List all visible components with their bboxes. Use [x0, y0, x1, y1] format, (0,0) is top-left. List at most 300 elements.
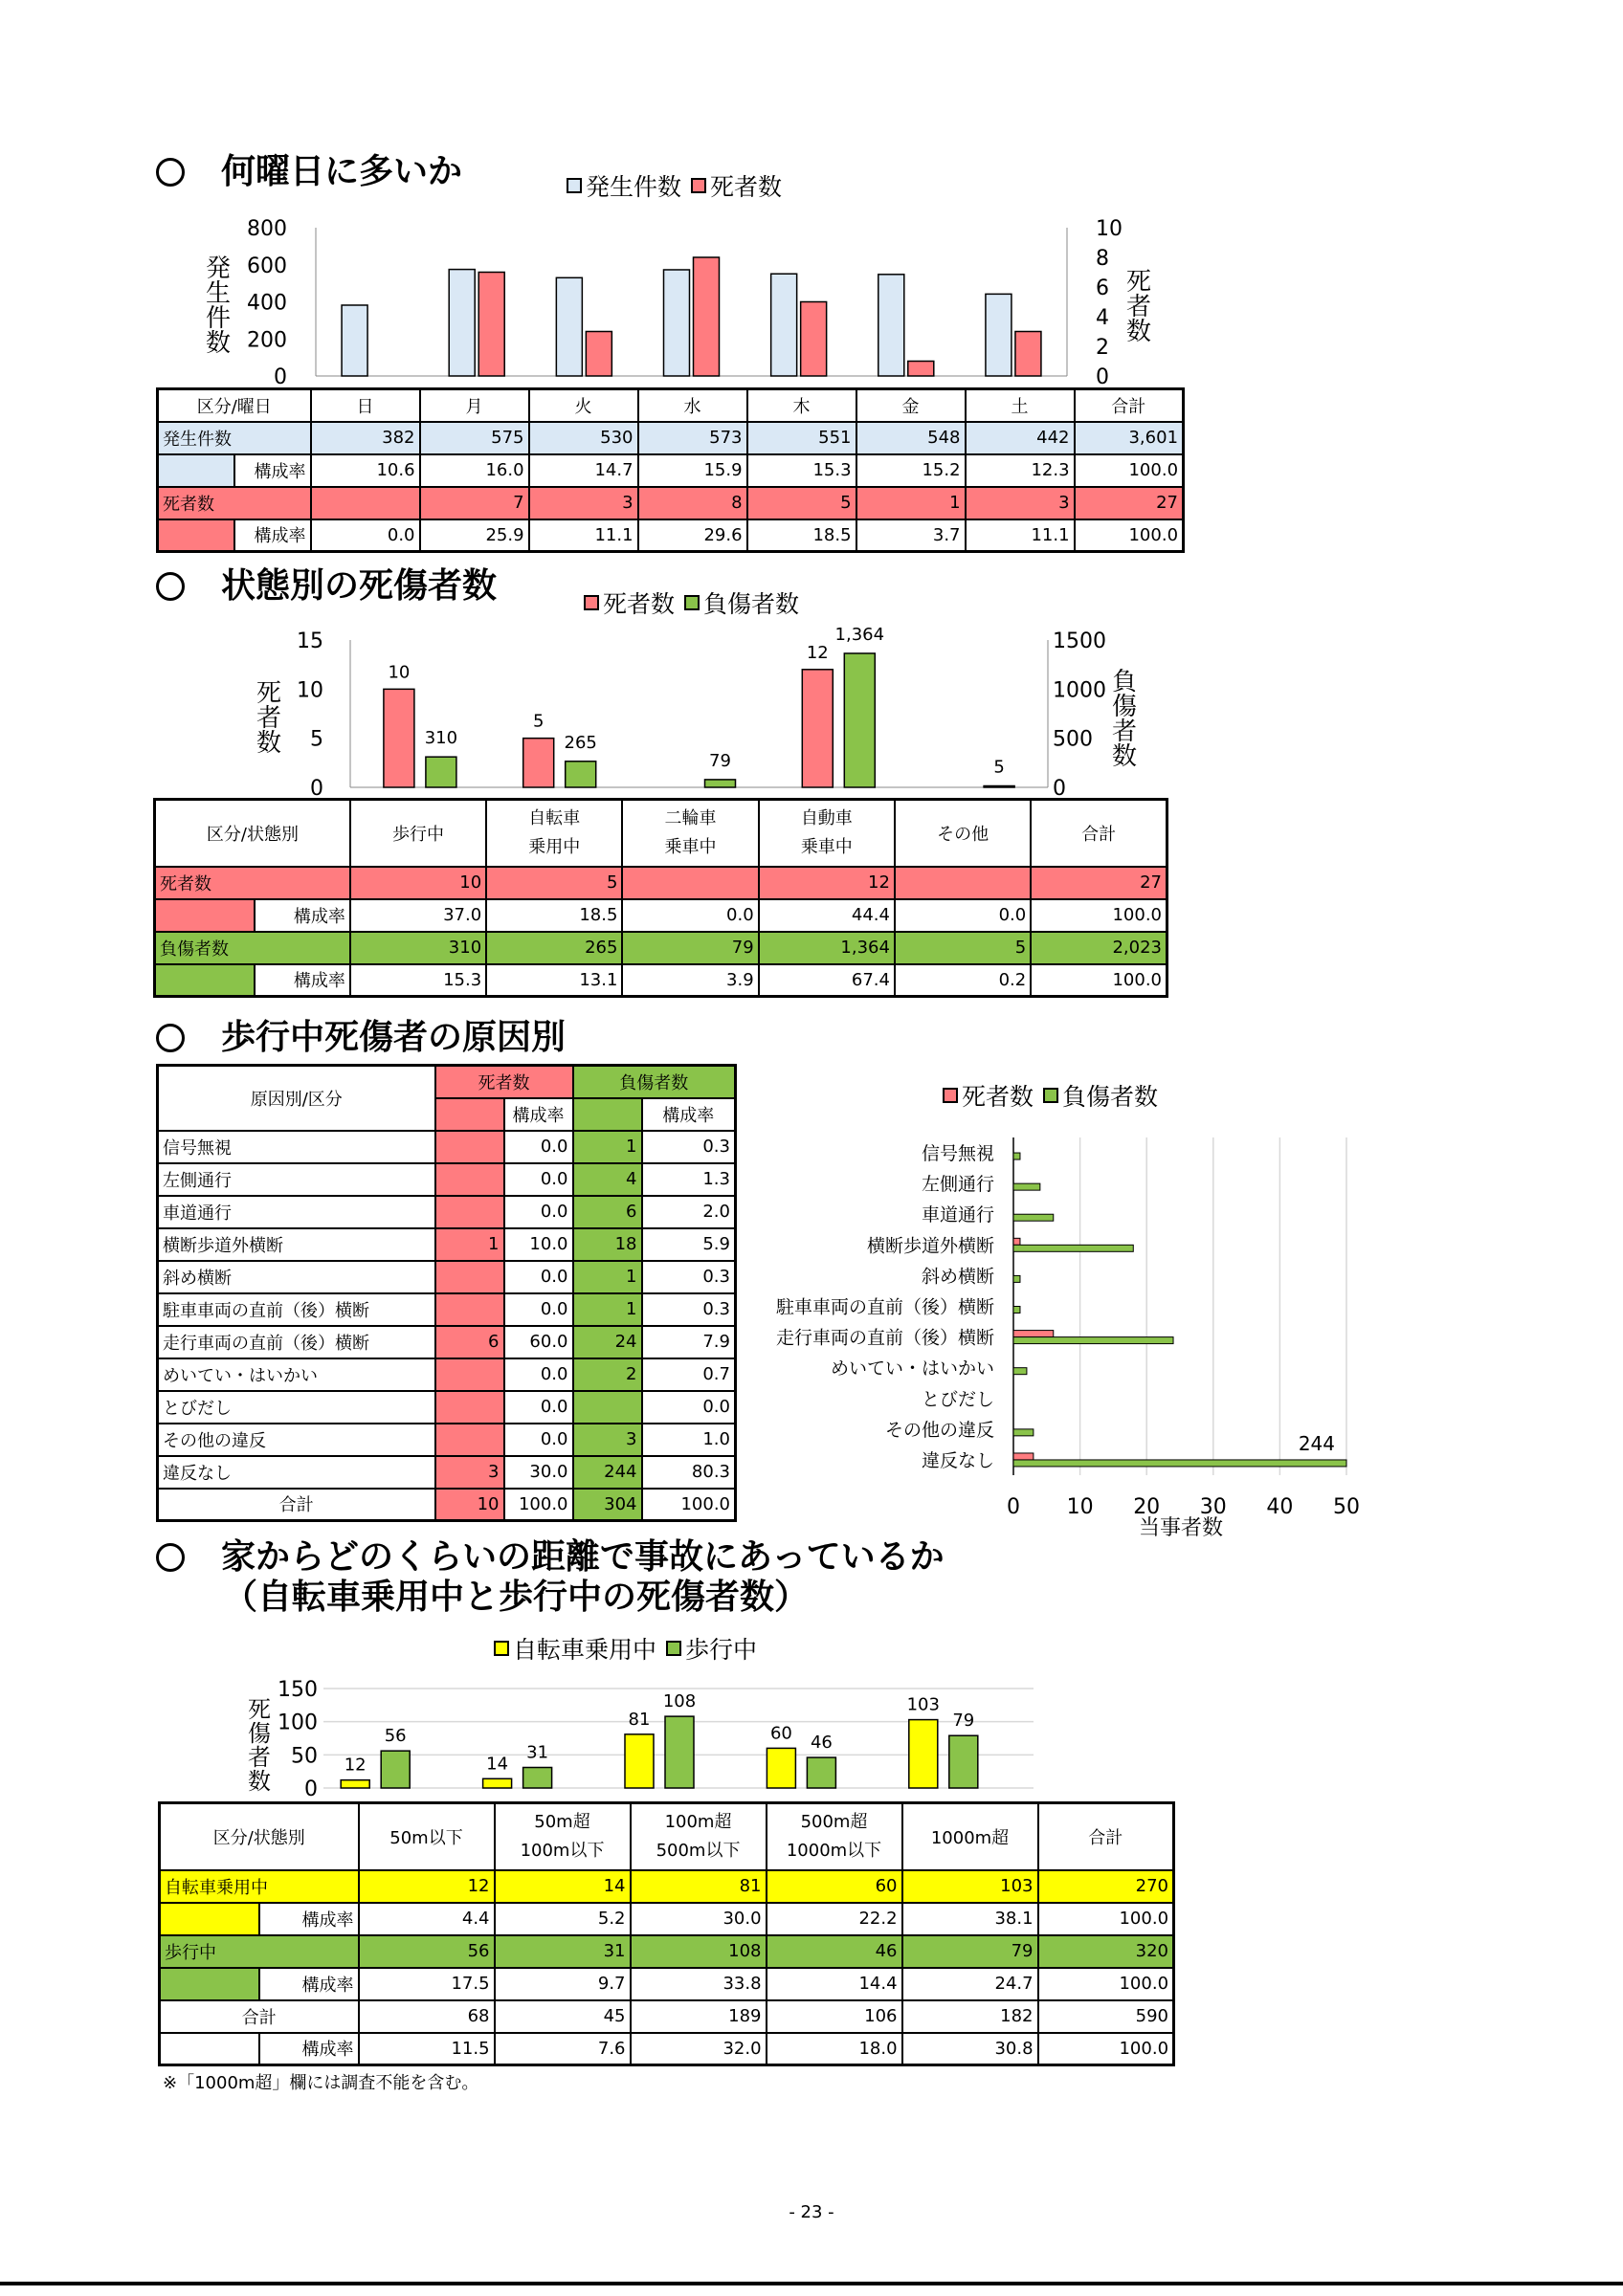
table-cell: 3,601 [1075, 422, 1184, 454]
table-header: 歩行中 [350, 800, 486, 867]
y2-tick-label: 4 [1096, 306, 1109, 330]
table-cell [311, 487, 420, 519]
table-cell: 5 [747, 487, 856, 519]
table-cell: 81 [631, 1870, 767, 1903]
table-cell: 189 [631, 2000, 767, 2033]
table-cell: 244 [573, 1456, 642, 1489]
table-cell: 0.0 [504, 1391, 573, 1424]
table-cell: 4.4 [359, 1903, 495, 1935]
category-label: 斜め横断 [921, 1266, 994, 1288]
y-tick-label: 0 [304, 1777, 318, 1801]
y2-tick-label: 1500 [1053, 629, 1106, 653]
circle-bullet-icon [156, 158, 185, 187]
bar-injuries [1013, 1429, 1034, 1436]
table-cell: 0.3 [642, 1261, 736, 1293]
circle-bullet-icon [156, 1543, 185, 1572]
bar-injuries [566, 762, 596, 787]
table-cell: 79 [902, 1935, 1038, 1968]
row-label: 構成率 [255, 964, 350, 997]
data-label: 5 [532, 711, 545, 732]
table-cell: 100.0 [1031, 964, 1167, 997]
bar-bicycle [483, 1778, 512, 1788]
table-cell: 12.3 [966, 454, 1075, 487]
table-cell: 0.0 [504, 1424, 573, 1456]
table-row [158, 1326, 736, 1358]
row-label: 自転車乗用中 [160, 1870, 359, 1903]
table-cell: 67.4 [759, 964, 895, 997]
category-label: めいてい・はいかい [830, 1358, 994, 1380]
table-cell: 3.9 [622, 964, 758, 997]
table-cell: 3 [573, 1424, 642, 1456]
table-cell: 575 [420, 422, 529, 454]
bar-injuries [984, 786, 1014, 788]
table-cell: 0.7 [642, 1358, 736, 1391]
chart-causes [727, 1129, 1378, 1559]
table-cell: 7.6 [495, 2033, 631, 2065]
legend-swatch-green-icon [666, 1641, 681, 1656]
bar-incidents [878, 275, 904, 376]
table-header: 合計 [1038, 1803, 1174, 1870]
table-header: 水 [638, 389, 747, 422]
table-cell: 14.4 [767, 1968, 902, 2000]
table-corner: 原因別/区分 [158, 1066, 435, 1131]
legend-swatch-pink-icon [584, 595, 599, 610]
bar-injuries [844, 653, 875, 787]
table-cell: 0.3 [642, 1293, 736, 1326]
table-cell: 60.0 [504, 1326, 573, 1358]
chart3-legend [943, 1078, 1158, 1113]
bar-pedestrian [381, 1751, 410, 1788]
y-tick-label: 200 [247, 328, 287, 353]
table-cell: 18.5 [747, 519, 856, 552]
row-label: 構成率 [259, 1968, 359, 2000]
bar-deaths [801, 302, 827, 377]
y2-tick-label: 1000 [1053, 678, 1106, 703]
legend-label: 死者数 [710, 173, 783, 201]
y2-tick-label: 500 [1053, 727, 1093, 752]
table-header: 火 [529, 389, 638, 422]
table-row [158, 1391, 736, 1424]
table-distance [158, 1801, 1175, 2066]
row-label: 歩行中 [160, 1935, 359, 1968]
table-cell [573, 1391, 642, 1424]
table-header: 自動車 乗車中 [759, 800, 895, 867]
table-cell: 551 [747, 422, 856, 454]
table-cell: 320 [1038, 1935, 1174, 1968]
table-cell: 56 [359, 1935, 495, 1968]
bar-incidents [342, 305, 367, 376]
row-label: とびだし [158, 1391, 435, 1424]
table-cell: 304 [573, 1489, 642, 1521]
table-cell: 5.2 [495, 1903, 631, 1935]
chart2-ylabel-left: 死者数 [256, 679, 281, 758]
table-cell: 24 [573, 1326, 642, 1358]
table-cell: 3 [966, 487, 1075, 519]
table-cell: 38.1 [902, 1903, 1038, 1935]
x-tick-label: 40 [1266, 1495, 1294, 1519]
bar-bicycle [767, 1748, 795, 1788]
bar-bicycle [625, 1734, 654, 1788]
bar-injuries [1013, 1307, 1020, 1314]
y-tick-label: 15 [297, 629, 323, 653]
category-label: 信号無視 [921, 1143, 994, 1165]
table-cell: 590 [1038, 2000, 1174, 2033]
y-tick-label: 400 [247, 291, 287, 316]
table-header: 構成率 [504, 1098, 573, 1131]
row-label: 構成率 [234, 454, 311, 487]
table-cell: 4 [573, 1163, 642, 1196]
bar-deaths [802, 670, 833, 787]
table-cell: 46 [767, 1935, 902, 1968]
section-title-distance: 家からどのくらいの距離で事故にあっているか [156, 1538, 945, 1577]
bar-deaths [908, 362, 934, 377]
table-cell: 442 [966, 422, 1075, 454]
data-label: 310 [424, 728, 458, 749]
row-label: 駐車車両の直前（後）横断 [158, 1293, 435, 1326]
table-cell: 16.0 [420, 454, 529, 487]
data-label: 79 [709, 750, 731, 771]
y-tick-label: 0 [310, 777, 323, 801]
table-cell: 0.0 [642, 1391, 736, 1424]
table-cell: 106 [767, 2000, 902, 2033]
legend-label: 負傷者数 [703, 590, 800, 618]
table-cell: 8 [638, 487, 747, 519]
table-cell: 7.9 [642, 1326, 736, 1358]
table-cell: 22.2 [767, 1903, 902, 1935]
chart-weekday [191, 215, 1148, 387]
table-cell: 1 [573, 1131, 642, 1163]
legend-swatch-pink-icon [943, 1088, 958, 1103]
y-tick-label: 600 [247, 254, 287, 278]
row-label: 横断歩道外横断 [158, 1228, 435, 1261]
row-label: 死者数 [155, 867, 350, 899]
bar-pedestrian [807, 1757, 835, 1788]
data-label: 12 [344, 1755, 367, 1776]
table-cell: 11.1 [529, 519, 638, 552]
bar-deaths [478, 273, 504, 377]
table-row [158, 1163, 736, 1196]
table-cell: 1 [573, 1261, 642, 1293]
table-cell: 11.5 [359, 2033, 495, 2065]
y-tick-label: 50 [291, 1744, 318, 1769]
table-header: その他 [895, 800, 1031, 867]
table-cell: 100.0 [1038, 1903, 1174, 1935]
bar-injuries [426, 757, 456, 787]
table-header: 金 [856, 389, 966, 422]
data-label: 46 [810, 1733, 833, 1754]
bar-bicycle [341, 1780, 369, 1788]
data-label: 10 [388, 662, 411, 683]
table-cell: 29.6 [638, 519, 747, 552]
row-label: めいてい・はいかい [158, 1358, 435, 1391]
table-cell: 100.0 [1075, 454, 1184, 487]
table-header: 月 [420, 389, 529, 422]
table-row [158, 1293, 736, 1326]
data-label: 12 [806, 642, 829, 663]
circle-bullet-icon [156, 572, 185, 601]
table-cell: 12 [759, 867, 895, 899]
row-label: 違反なし [158, 1456, 435, 1489]
bar-deaths [586, 332, 611, 377]
row-label: 走行車両の直前（後）横断 [158, 1326, 435, 1358]
table-cell: 68 [359, 2000, 495, 2033]
table-cell: 14 [495, 1870, 631, 1903]
row-label: 構成率 [234, 519, 311, 552]
row-label: 死者数 [158, 487, 311, 519]
table-cell: 530 [529, 422, 638, 454]
bar-injuries [1013, 1337, 1173, 1344]
table-header: 負傷者数 [573, 1066, 736, 1098]
row-label: 合計 [158, 1489, 435, 1521]
table-row [158, 1228, 736, 1261]
table-row [158, 1131, 736, 1163]
row-label: 合計 [160, 2000, 359, 2033]
y2-tick-label: 0 [1053, 777, 1066, 801]
table-row [158, 1456, 736, 1489]
table-row [158, 1424, 736, 1456]
y2-tick-label: 0 [1096, 365, 1109, 389]
chart-distance [191, 1669, 1053, 1808]
table-cell: 10 [435, 1489, 504, 1521]
table-cell: 15.2 [856, 454, 966, 487]
table-cell: 1.3 [642, 1163, 736, 1196]
bar-deaths [1013, 1453, 1034, 1460]
table-corner: 区分/曜日 [158, 389, 311, 422]
data-label: 103 [906, 1694, 940, 1715]
row-label: 斜め横断 [158, 1261, 435, 1293]
table-cell: 100.0 [1038, 2033, 1174, 2065]
table-cell [435, 1163, 504, 1196]
footnote: ※「1000m超」欄には調査不能を含む。 [163, 2073, 479, 2093]
table-cell: 0.3 [642, 1131, 736, 1163]
table-cell: 100.0 [642, 1489, 736, 1521]
chart4-legend [494, 1631, 757, 1666]
legend-label: 発生件数 [586, 173, 682, 201]
table-cell: 310 [350, 932, 486, 964]
table-cell: 7 [420, 487, 529, 519]
table-cell: 9.7 [495, 1968, 631, 2000]
table-cell: 14.7 [529, 454, 638, 487]
table-cell: 30.0 [504, 1456, 573, 1489]
y2-tick-label: 2 [1096, 336, 1109, 360]
table-cell: 18.0 [767, 2033, 902, 2065]
bar-injuries [1013, 1245, 1133, 1251]
table-row [158, 1196, 736, 1228]
table-cell: 265 [486, 932, 622, 964]
y2-tick-label: 8 [1096, 247, 1109, 271]
x-tick-label: 50 [1333, 1495, 1360, 1519]
y-tick-label: 800 [247, 217, 287, 241]
chart1-legend [567, 168, 782, 203]
data-label: 265 [564, 732, 597, 753]
bar-deaths [384, 689, 414, 787]
x-tick-label: 0 [1007, 1495, 1020, 1519]
chart4-ylabel: 死傷者数 [248, 1696, 271, 1795]
bar-pedestrian [949, 1735, 978, 1788]
bar-incidents [556, 277, 582, 376]
row-label: 左側通行 [158, 1163, 435, 1196]
category-label: とびだし [921, 1388, 994, 1410]
bar-injuries [1013, 1460, 1346, 1467]
table-cell [435, 1261, 504, 1293]
table-header: 自転車 乗用中 [486, 800, 622, 867]
chart1-ylabel-right: 死者数 [1125, 268, 1151, 346]
bar-bicycle [909, 1720, 938, 1788]
table-header: 50m超 100m以下 [495, 1803, 631, 1870]
table-header: 合計 [1075, 389, 1184, 422]
table-cell: 0.0 [504, 1261, 573, 1293]
row-label: 信号無視 [158, 1131, 435, 1163]
data-label: 14 [486, 1754, 509, 1775]
circle-bullet-icon [156, 1024, 185, 1052]
x-tick-label: 20 [1133, 1495, 1161, 1519]
table-header: 合計 [1031, 800, 1167, 867]
table-cell: 45 [495, 2000, 631, 2033]
bar-deaths [523, 739, 554, 787]
bar-incidents [986, 294, 1012, 376]
table-cell: 10.6 [311, 454, 420, 487]
table-cell: 1,364 [759, 932, 895, 964]
category-label: 走行車両の直前（後）横断 [775, 1327, 994, 1349]
y2-tick-label: 6 [1096, 276, 1109, 300]
bar-injuries [1013, 1368, 1027, 1375]
table-cell: 80.3 [642, 1456, 736, 1489]
table-cell: 0.0 [895, 899, 1031, 932]
table-cell: 44.4 [759, 899, 895, 932]
section-title-causes: 歩行中死傷者の原因別 [156, 1019, 566, 1057]
data-label: 31 [526, 1742, 549, 1763]
table-cell: 3.7 [856, 519, 966, 552]
table-cell: 12 [359, 1870, 495, 1903]
table-row [158, 1261, 736, 1293]
table-cell [435, 1391, 504, 1424]
table-cell [895, 867, 1031, 899]
table-cell: 18.5 [486, 899, 622, 932]
table-cell: 0.0 [504, 1358, 573, 1391]
legend-swatch-pink-icon [691, 178, 706, 193]
legend-label: 自転車乗用中 [513, 1636, 657, 1664]
table-cell: 32.0 [631, 2033, 767, 2065]
bar-pedestrian [665, 1716, 694, 1788]
y2-tick-label: 10 [1096, 217, 1123, 241]
legend-label: 死者数 [603, 590, 676, 618]
category-label: 車道通行 [921, 1204, 994, 1226]
table-cell: 100.0 [1075, 519, 1184, 552]
table-header: 死者数 [435, 1066, 573, 1098]
row-label: 構成率 [259, 1903, 359, 1935]
table-corner: 区分/状態別 [155, 800, 350, 867]
chart2-legend [584, 585, 799, 620]
table-cell: 0.0 [504, 1163, 573, 1196]
table-cell: 2.0 [642, 1196, 736, 1228]
legend-swatch-green-icon [684, 595, 700, 610]
table-cell: 31 [495, 1935, 631, 1968]
y-tick-label: 0 [274, 365, 287, 389]
chart1-ylabel-left: 発生件数 [205, 254, 231, 358]
table-cell: 0.2 [895, 964, 1031, 997]
table-cell: 1 [856, 487, 966, 519]
table-cell: 0.0 [504, 1131, 573, 1163]
row-label: 車道通行 [158, 1196, 435, 1228]
table-header: 構成率 [642, 1098, 736, 1131]
category-label: 左側通行 [921, 1174, 994, 1196]
data-label: 108 [662, 1691, 697, 1712]
table-cell [435, 1358, 504, 1391]
table-cell: 18 [573, 1228, 642, 1261]
table-cell: 6 [435, 1326, 504, 1358]
bar-incidents [664, 270, 690, 376]
legend-swatch-yellow-icon [494, 1641, 509, 1656]
table-cell: 0.0 [504, 1196, 573, 1228]
table-cell: 100.0 [1031, 899, 1167, 932]
table-cell: 0.0 [504, 1293, 573, 1326]
table-cell: 100.0 [504, 1489, 573, 1521]
table-cell: 37.0 [350, 899, 486, 932]
legend-label: 負傷者数 [1062, 1083, 1159, 1111]
legend-label: 死者数 [962, 1083, 1034, 1111]
data-label: 60 [769, 1723, 792, 1744]
table-cell: 24.7 [902, 1968, 1038, 2000]
row-label: 発生件数 [158, 422, 311, 454]
table-cell: 0.0 [311, 519, 420, 552]
table-cell: 6 [573, 1196, 642, 1228]
bar-incidents [771, 274, 797, 376]
y-tick-label: 100 [278, 1711, 318, 1735]
table-cell: 25.9 [420, 519, 529, 552]
table-cell: 11.1 [966, 519, 1075, 552]
table-cell: 5 [895, 932, 1031, 964]
table-cell: 13.1 [486, 964, 622, 997]
data-label: 244 [1298, 1431, 1335, 1455]
table-header: 木 [747, 389, 856, 422]
data-label: 5 [993, 757, 1005, 778]
table-cell: 0.0 [622, 899, 758, 932]
y-tick-label: 5 [310, 727, 323, 752]
table-cell: 27 [1031, 867, 1167, 899]
table-cell: 103 [902, 1870, 1038, 1903]
legend-swatch-green-icon [1043, 1088, 1058, 1103]
table-cell: 15.3 [747, 454, 856, 487]
x-tick-label: 10 [1066, 1495, 1094, 1519]
category-label: 横断歩道外横断 [866, 1235, 994, 1257]
bar-injuries [1013, 1275, 1020, 1282]
table-cell: 1 [435, 1228, 504, 1261]
table-header: 500m超 1000m以下 [767, 1803, 902, 1870]
bar-deaths [1013, 1331, 1054, 1337]
table-cell: 30.0 [631, 1903, 767, 1935]
section-subtitle-distance: （自転車乗用中と歩行中の死傷者数） [223, 1578, 810, 1617]
table-cell: 1 [573, 1293, 642, 1326]
table-cell: 5 [486, 867, 622, 899]
table-header: 1000m超 [902, 1803, 1038, 1870]
table-header: 日 [311, 389, 420, 422]
table-cell: 15.9 [638, 454, 747, 487]
data-label: 81 [628, 1709, 651, 1730]
table-cell [435, 1293, 504, 1326]
section-title-status: 状態別の死傷者数 [156, 567, 497, 606]
data-label: 79 [952, 1711, 975, 1732]
table-cell: 108 [631, 1935, 767, 1968]
table-cell: 182 [902, 2000, 1038, 2033]
y-tick-label: 150 [278, 1678, 318, 1702]
category-label: 違反なし [921, 1449, 994, 1471]
bar-deaths [694, 257, 720, 376]
table-header: 100m超 500m以下 [631, 1803, 767, 1870]
chart-status [191, 622, 1148, 801]
table-cell [435, 1196, 504, 1228]
table-cell: 3 [435, 1456, 504, 1489]
row-label: 構成率 [259, 2033, 359, 2065]
